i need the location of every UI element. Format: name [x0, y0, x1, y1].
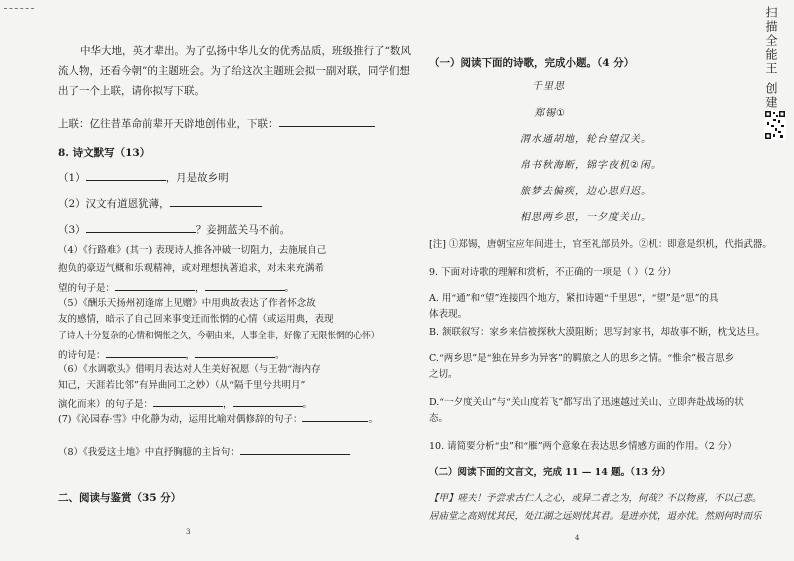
q8-4-line-2: 抱负的豪迈气概和乐观精神，或对理想执著追求，对未来充满希 [58, 263, 325, 274]
poem-author: 郑锡① [534, 108, 566, 119]
q8-1-text: ，月是故乡明 [165, 172, 229, 184]
intro-line-3: 出了一个上联，请你拟写下联。 [58, 85, 205, 97]
qr-code-icon [764, 110, 786, 140]
section-2-title: 二、阅读与鉴赏（35 分） [58, 492, 182, 504]
q8-6-blank-1[interactable] [153, 396, 223, 407]
q8-4-blank-1[interactable] [115, 280, 195, 291]
poem-title: 千里思 [532, 81, 565, 92]
q8-5-line-4: 的诗句是： ， 。 [58, 347, 285, 363]
classical-line-1: 【甲】嗟夫！予尝求古仁人之心，或异二者之为，何哉？不以物喜，不以己悲。 [429, 493, 762, 504]
q9-stem: 9. 下面对诗歌的理解和赏析，不正确的一项是（ ）（2 分） [429, 267, 677, 278]
q10-stem: 10. 请简要分析“虫”和“雁”两个意象在表达思乡情感方面的作用。（2 分） [429, 441, 737, 452]
section-b-title: （二）阅读下面的文言文，完成 11 — 14 题。（13 分） [429, 467, 671, 478]
q9-option-a-1: A. 用“通”和“望”连接四个地方，紧扣诗题“千里思”，“望”是“思”的具 [429, 293, 719, 304]
q8-7-line: (7)《沁园春·雪》中化静为动，运用比喻对偶修辞的句子： 。 [58, 411, 378, 427]
q8-1-num: （1） [58, 172, 86, 184]
q8-item-3 [58, 222, 290, 237]
q8-5-line-2: 友的感情，暗示了自己回来事变迁而怅惘的心情（或运用典，表现 [58, 314, 334, 325]
q8-title: 8. 诗文默写（13） [58, 147, 151, 159]
q8-2-text: （2）汉文有道恩犹薄， [58, 198, 170, 210]
q8-4-line-3: 望的句子是： ， 。 [58, 280, 294, 296]
q8-5-blank-2[interactable] [195, 347, 275, 358]
q9-option-b: B. 颔联叙写：家乡来信被探秋大漠阻断；思写封家书，却故事不断，枕戈达旦。 [429, 327, 766, 338]
poem-line-1: 渭水通胡地，轮台望汉关。 [520, 134, 652, 145]
q8-3-text: ？妾拥蓝关马不前。 [195, 224, 291, 236]
q9-option-a-2: 体表现。 [429, 309, 468, 320]
q8-3-blank[interactable] [86, 222, 196, 233]
q8-item-2 [58, 196, 262, 211]
intro-line-1: 中华大地，英才辈出。为了弘扬中华儿女的优秀品质，班级推行了“数风 [80, 45, 411, 57]
section-a-title: （一）阅读下面的诗歌，完成小题。（4 分） [429, 57, 635, 69]
q8-5-line-1: （5）《酬乐天扬州初逢席上见赠》中用典故表达了作者怀念故 [58, 298, 316, 309]
scanner-watermark: 扫描全能王 创建 [764, 6, 778, 110]
intro-line-2: 流人物，还看今朝”的主题班会。为了给这次主题班会拟一副对联，同学们想 [58, 65, 410, 77]
q8-7-prompt: (7)《沁园春·雪》中化静为动，运用比喻对偶修辞的句子： [58, 414, 303, 425]
couplet-text: 上联：亿往昔革命前辈开天辟地创伟业，下联： [58, 118, 279, 130]
q8-4-line-1: （4）《行路难》(其一) 表现诗人推各冲破一切阻力，去施展自己 [58, 245, 327, 256]
q8-6-blank-2[interactable] [233, 396, 303, 407]
q9-option-d-2: 态。 [429, 413, 449, 424]
right-page [397, 0, 794, 561]
q8-8-prompt: （8）《我爱这土地》中直抒胸臆的主旨句： [58, 447, 240, 458]
q8-7-blank[interactable] [302, 411, 368, 422]
q8-3-num: （3） [58, 224, 86, 236]
q8-5-prompt: 的诗句是： [58, 350, 106, 361]
poem-line-4: 相思两乡思，一夕度关山。 [520, 212, 652, 223]
poem-note: [注] ①郑锡，唐朝宝应年间进士，官至礼部员外。②机：即意是织机，代指武器。 [429, 239, 772, 250]
page-number-right: 4 [575, 534, 580, 542]
q8-4-blank-2[interactable] [205, 280, 285, 291]
q8-1-blank[interactable] [86, 170, 166, 181]
q8-4-prompt: 望的句子是： [58, 283, 116, 294]
q8-6-line-1: （6）《水调歌头》借明月表达对人生美好祝愿（与王勃“海内存 [58, 364, 321, 375]
couplet-line [58, 116, 375, 131]
page-number-left: 3 [186, 528, 191, 536]
q8-6-line-2: 知己，天涯若比邻”有异曲同工之妙）（从“隔千里兮共明月” [58, 380, 306, 391]
q8-5-line-3: 了诗人十分复杂的心情和惆怅之久，今朝由来，人事全非，好像了无限怅惘的心怀） [58, 331, 380, 341]
poem-line-2: 帛书秋海断，锦字夜机②闲。 [520, 160, 662, 171]
q8-5-blank-1[interactable] [106, 347, 186, 358]
q9-option-c-2: 之切。 [429, 369, 458, 380]
couplet-blank[interactable] [279, 116, 375, 127]
q8-6-prompt: 演化而来）的句子是： [58, 399, 154, 410]
poem-line-3: 旅梦去偏疾，边心思归迟。 [520, 186, 652, 197]
classical-line-2: 居庙堂之高则忧其民，处江湖之远则忧其君。是进亦忧，退亦忧。然则何时而乐 [429, 511, 762, 522]
q8-item-1 [58, 170, 229, 185]
q8-8-blank[interactable] [240, 444, 350, 455]
q8-6-line-3: 演化而来）的句子是： ， 。 [58, 396, 312, 412]
q9-option-d-1: D.“一夕度关山”与“关山度若飞”都写出了迅速越过关山、立即奔赴战场的状 [429, 397, 744, 408]
q8-2-blank[interactable] [170, 196, 262, 207]
q9-option-c-1: C.“两乡思”是“独在异乡为异客”的羁旅之人的思乡之情。“惟余”极言思乡 [429, 353, 735, 364]
q8-8-line [58, 444, 350, 460]
scan-dash-mark [4, 8, 34, 9]
